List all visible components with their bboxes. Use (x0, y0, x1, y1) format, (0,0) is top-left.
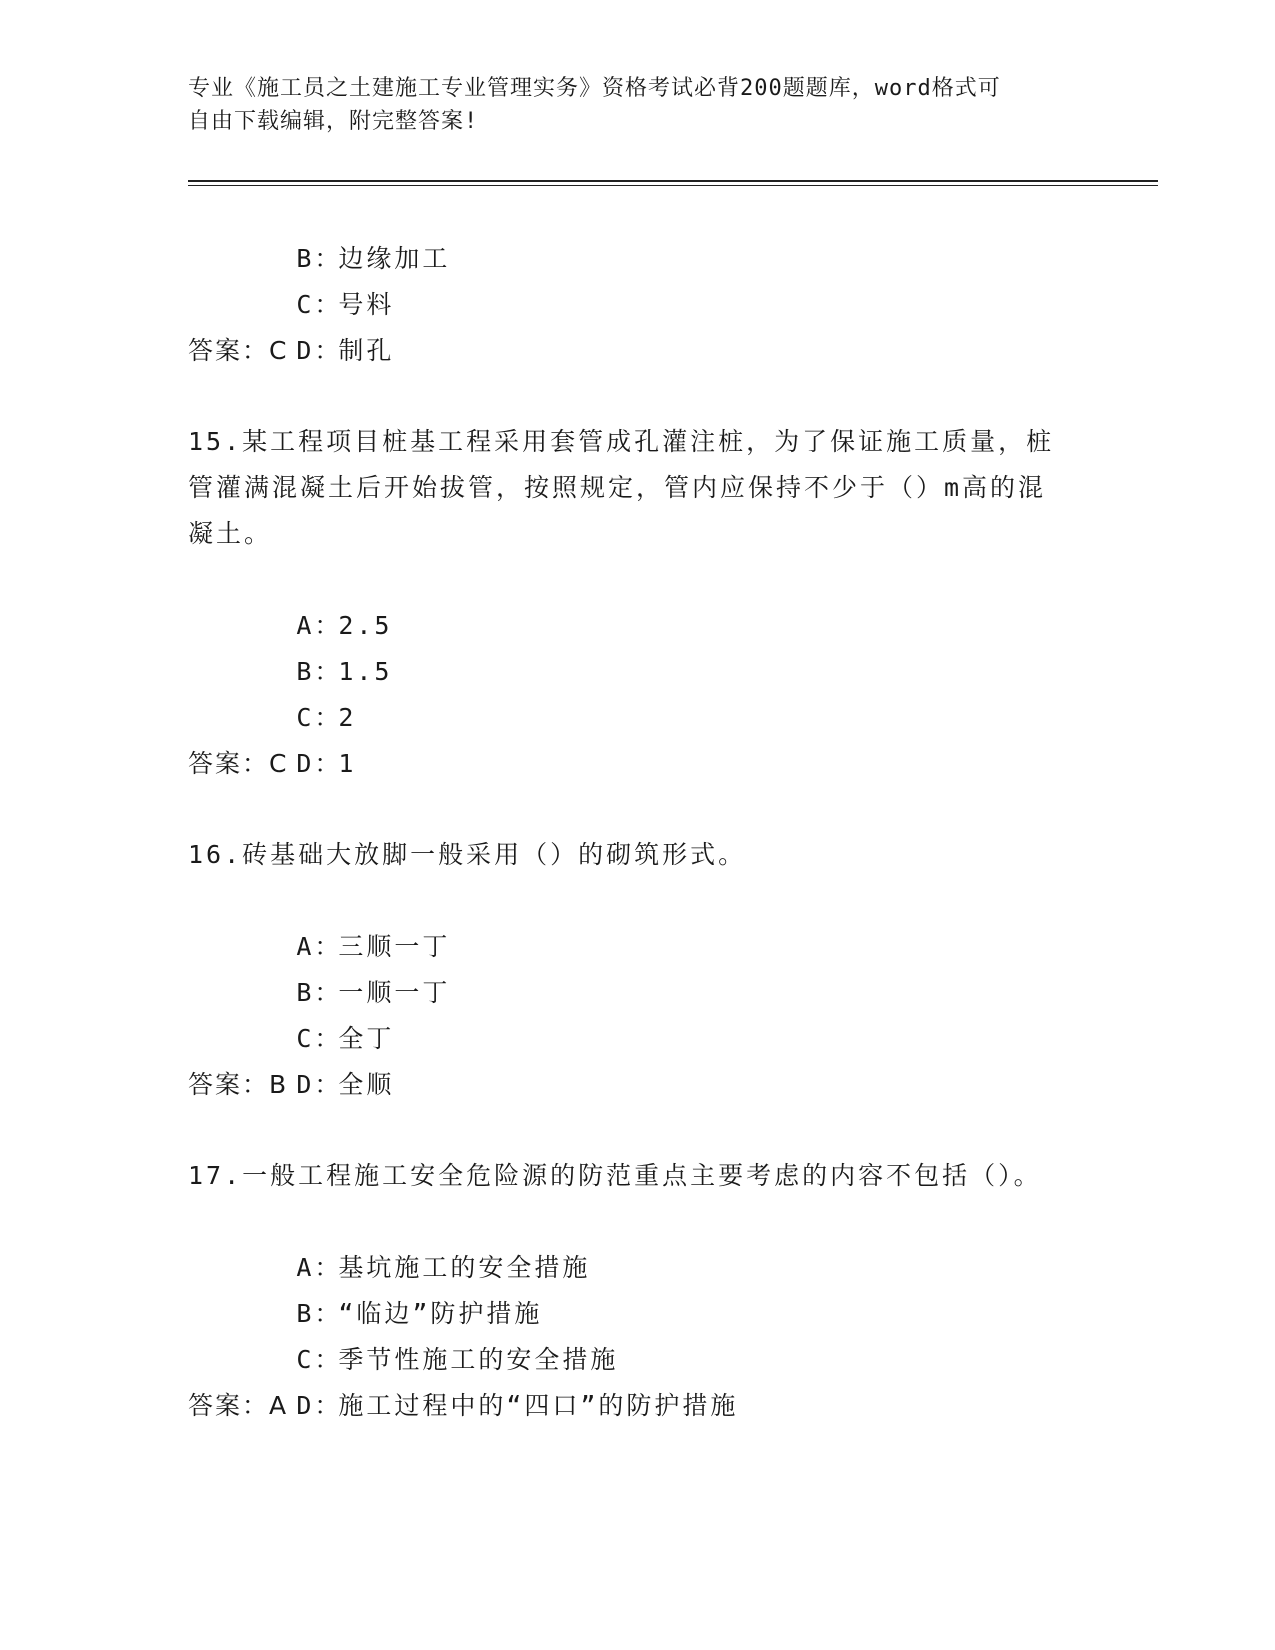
option-letter: B： (296, 978, 343, 1007)
option-text: 边缘加工 (338, 244, 451, 273)
answer-line: 答案：A (188, 1391, 289, 1420)
option-letter: C： (296, 290, 343, 319)
option-letter: C： (296, 703, 343, 732)
question-stem: 凝土。 (188, 519, 273, 548)
option-letter: C： (296, 1345, 343, 1374)
header-line-2: 自由下载编辑，附完整答案! (188, 109, 479, 134)
question-14-tail (188, 190, 1088, 374)
option-letter: A： (296, 932, 343, 961)
question-list (188, 190, 1088, 1429)
option-letter: D： (296, 336, 343, 365)
answer-line: 答案：C (188, 336, 289, 365)
option-letter: A： (296, 611, 343, 640)
option-text: 三顺一丁 (338, 932, 451, 961)
option-letter: A： (296, 1253, 343, 1282)
option-text: 制孔 (338, 336, 395, 365)
option-letter: D： (296, 1391, 343, 1420)
header-line-1: 专业《施工员之土建施工专业管理实务》资格考试必背200题题库，word格式可 (188, 76, 1001, 101)
option-text: 全丁 (338, 1024, 395, 1053)
question-stem: 管灌满混凝土后开始拔管，按照规定，管内应保持不少于（）m高的混 (188, 473, 1047, 502)
spacer (188, 374, 1088, 419)
option-text: 1 (338, 749, 357, 778)
question-stem: 16.砖基础大放脚一般采用（）的砌筑形式。 (188, 840, 747, 869)
question-15 (188, 419, 1088, 787)
option-text: 2 (338, 703, 357, 732)
spacer (188, 787, 1088, 832)
option-letter: B： (296, 1299, 343, 1328)
option-letter: B： (296, 657, 343, 686)
question-16 (188, 832, 1088, 1108)
document-header (188, 72, 1088, 138)
option-text: 施工过程中的“四口”的防护措施 (338, 1391, 739, 1420)
option-a (188, 1199, 1088, 1282)
option-a (188, 557, 1088, 640)
option-a (188, 878, 1088, 961)
option-text: 全顺 (338, 1070, 395, 1099)
option-letter: D： (296, 749, 343, 778)
option-text: 1.5 (338, 657, 393, 686)
option-text: “临边”防护措施 (338, 1299, 543, 1328)
question-17 (188, 1153, 1088, 1429)
option-text: 号料 (338, 290, 395, 319)
answer-line: 答案：B (188, 1070, 289, 1099)
option-text: 2.5 (338, 611, 393, 640)
option-letter: C： (296, 1024, 343, 1053)
option-text: 季节性施工的安全措施 (338, 1345, 619, 1374)
option-letter: B： (296, 244, 343, 273)
option-text: 基坑施工的安全措施 (338, 1253, 591, 1282)
header-divider (188, 180, 1158, 186)
option-b (188, 190, 1088, 273)
option-letter: D： (296, 1070, 343, 1099)
question-stem: 15.某工程项目桩基工程采用套管成孔灌注桩，为了保证施工质量，桩 (188, 427, 1055, 456)
answer-line: 答案：C (188, 749, 289, 778)
spacer (188, 1108, 1088, 1153)
question-stem: 17.一般工程施工安全危险源的防范重点主要考虑的内容不包括（）。 (188, 1161, 1042, 1190)
option-text: 一顺一丁 (338, 978, 451, 1007)
